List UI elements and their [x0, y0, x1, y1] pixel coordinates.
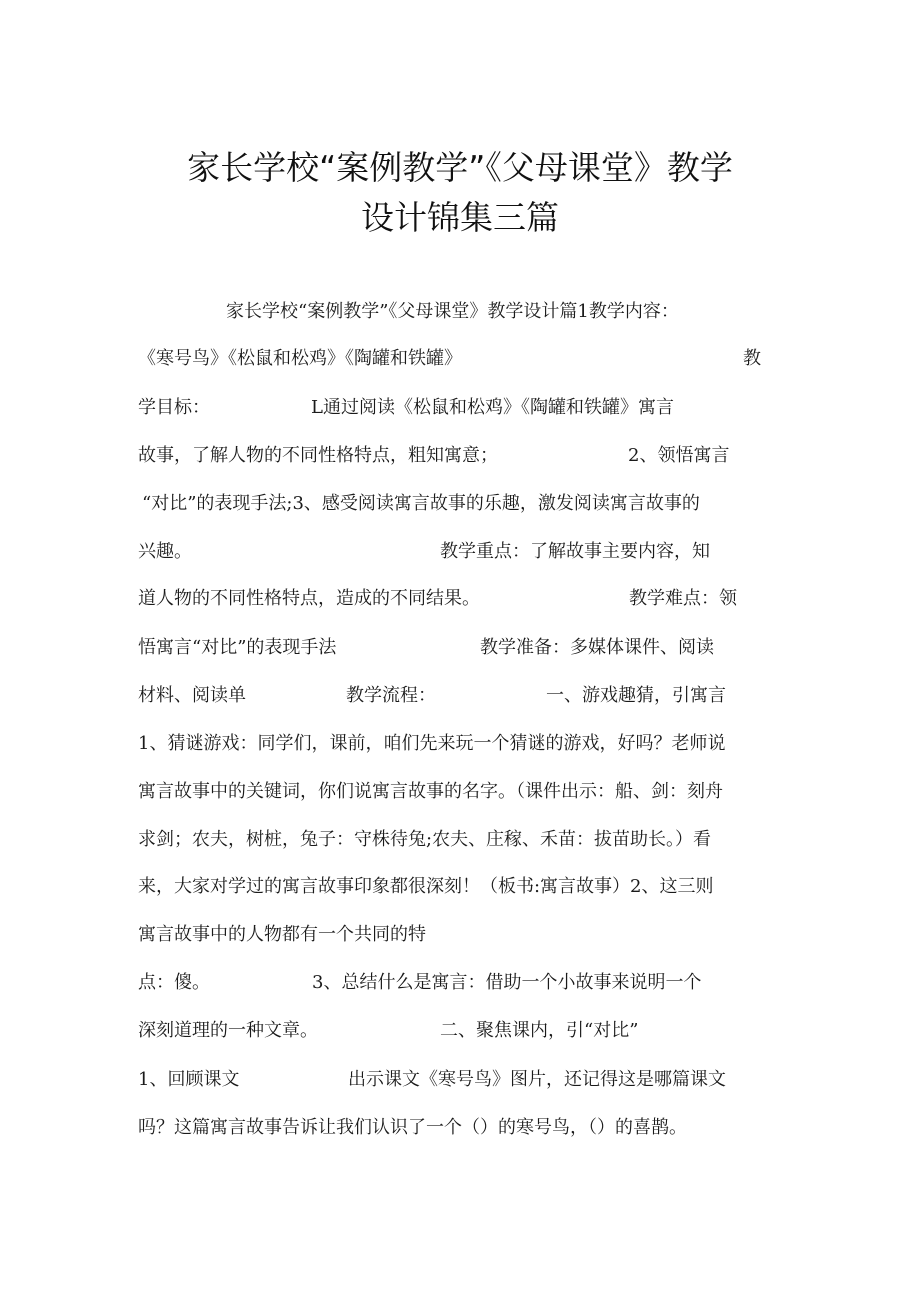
text-segment: 故事，了解人物的不同性格特点，粗知寓意； [138, 445, 498, 466]
paragraph-line [138, 439, 798, 473]
text-segment: 点：傻。 [138, 972, 210, 993]
text-segment: 来，大家对学过的寓言故事印象都很深刻！（板书:寓言故事）2、这三则 [138, 876, 714, 897]
text-segment: 家长学校“案例教学”《父母课堂》教学设计篇1教学内容： [226, 301, 679, 322]
text-segment: “对比”的表现手法;3、感受阅读寓言故事的乐趣，激发阅读寓言故事的 [142, 493, 700, 514]
paragraph-line [138, 1063, 798, 1097]
paragraph-line [138, 727, 793, 761]
text-segment: 出示课文《寒号鸟》图片，还记得这是哪篇课文 [348, 1069, 726, 1090]
text-segment: 教 [743, 348, 761, 369]
text-segment: 材料、阅读单 [138, 685, 246, 706]
text-segment: 寓言故事中的人物都有一个共同的特 [138, 924, 426, 945]
paragraph-line [138, 391, 798, 425]
paragraph-line [138, 1014, 798, 1048]
paragraph-line [138, 631, 798, 665]
text-segment: 寓言故事中的关键词，你们说寓言故事的名字。（课件出示：船、剑：刻舟 [138, 781, 723, 802]
text-segment: 一、游戏趣猜，引寓言 [546, 685, 726, 706]
text-segment: 1、回顾课文 [138, 1069, 240, 1090]
text-segment: 学目标： [138, 397, 210, 418]
text-segment: 教学准备：多媒体课件、阅读 [480, 637, 714, 658]
document-title-line-2: 设计锦集三篇 [361, 198, 559, 237]
text-segment: 吗？这篇寓言故事告诉让我们认识了一个（）的寒号鸟，（）的喜鹊。 [138, 1117, 687, 1138]
text-segment: 1、猜谜游戏：同学们，课前，咱们先来玩一个猜谜的游戏，好吗？老师说 [138, 733, 726, 754]
text-segment: 兴趣。 [138, 541, 192, 562]
text-segment: 道人物的不同性格特点，造成的不同结果。 [138, 588, 480, 609]
text-segment: 2、领悟寓言 [628, 445, 730, 466]
text-segment: 教学重点：了解故事主要内容，知 [440, 541, 710, 562]
paragraph-line [138, 342, 798, 376]
paragraph-line [138, 966, 798, 1000]
text-segment: 教学流程： [346, 685, 436, 706]
paragraph-line [138, 535, 798, 569]
text-segment: 《寒号鸟》《松鼠和松鸡》《陶罐和铁罐》 [138, 348, 462, 369]
text-segment: 悟寓言“对比”的表现手法 [138, 637, 337, 658]
paragraph-line [138, 582, 798, 616]
text-segment: 二、聚焦课内，引“对比” [440, 1020, 639, 1041]
paragraph-line [138, 679, 798, 713]
text-segment: 求剑；农夫，树桩，兔子：守株待兔;农夫、庄稼、禾苗：拔苗助长。）看 [138, 829, 712, 850]
text-segment: 教学难点：领 [629, 588, 737, 609]
text-segment: L通过阅读《松鼠和松鸡》《陶罐和铁罐》寓言 [311, 397, 674, 418]
document-title-line-1: 家长学校“案例教学”《父母课堂》教学 [187, 148, 733, 187]
text-segment: 深刻道理的一种文章。 [138, 1020, 318, 1041]
text-segment: 3、总结什么是寓言：借助一个小故事来说明一个 [312, 972, 702, 993]
